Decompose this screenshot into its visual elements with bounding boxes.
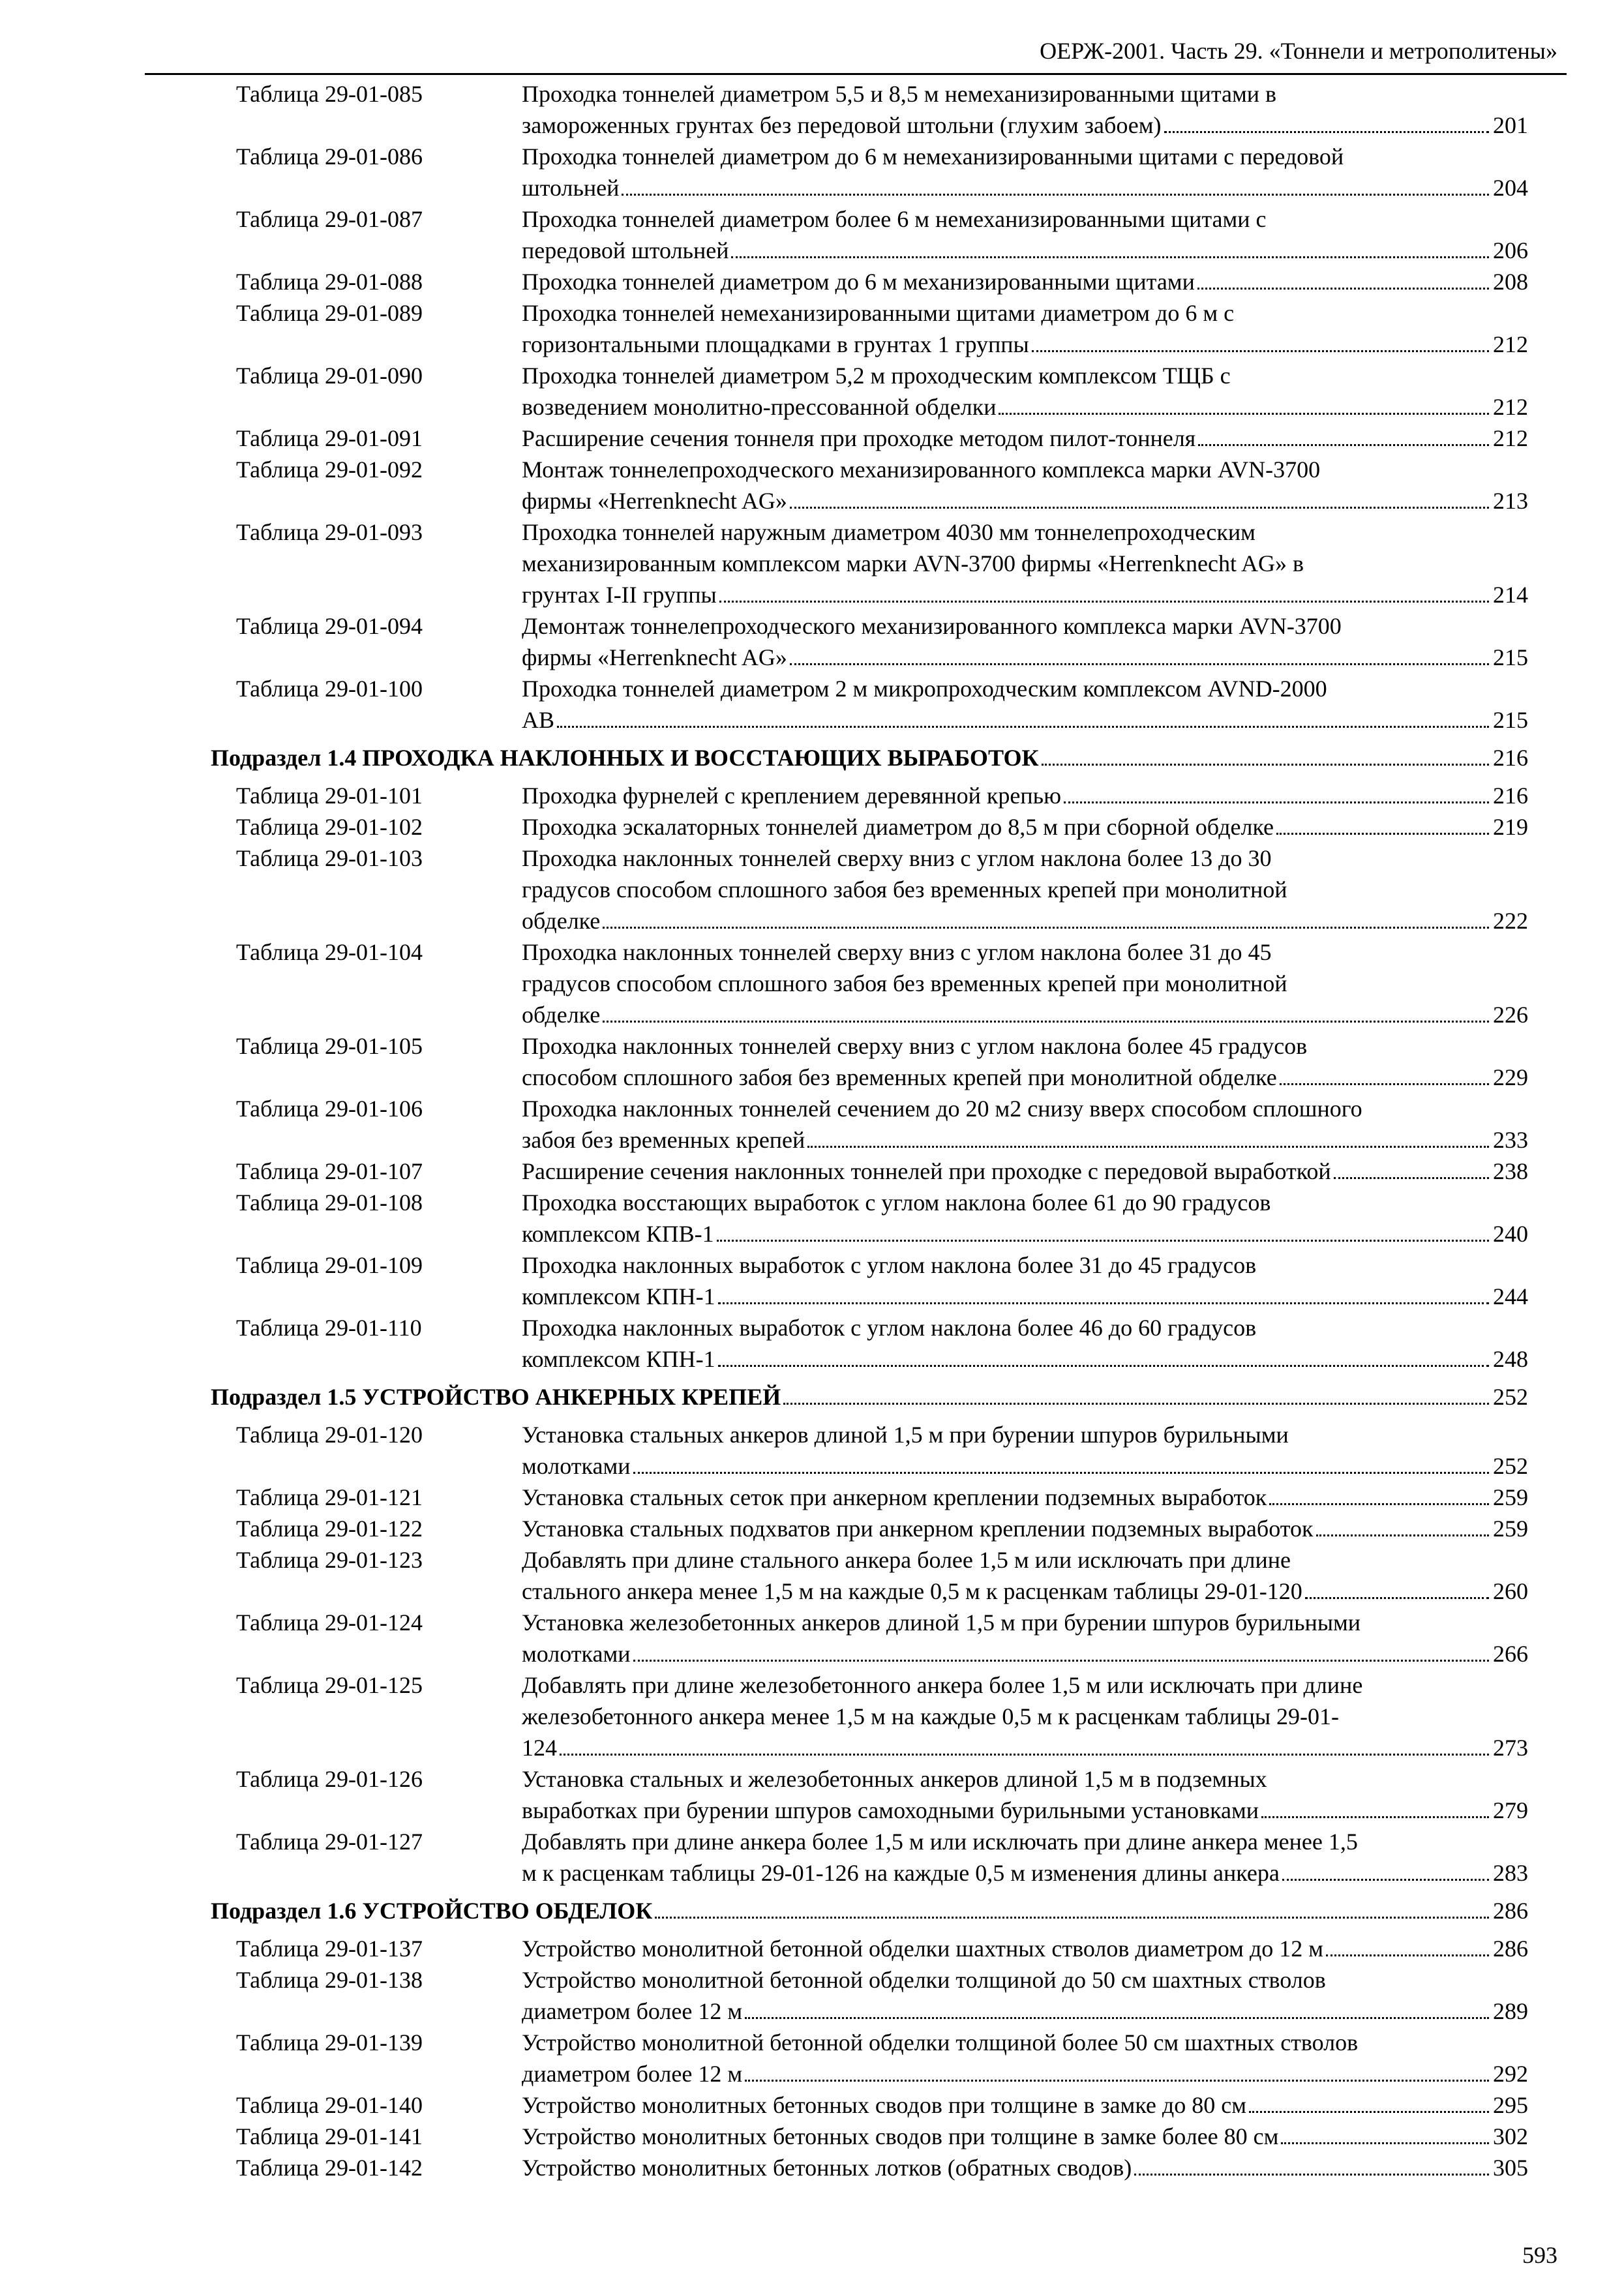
toc-entry xyxy=(0,1607,1624,1669)
toc-entry-title xyxy=(522,2152,1528,2183)
toc-entry-label: Таблица 29-01-091 xyxy=(236,425,423,451)
toc-entry-last-line xyxy=(522,1482,1528,1513)
toc-entry-line: Проходка наклонных тоннелей сверху вниз с углом наклона более 31 до 45 xyxy=(522,939,1272,965)
toc-entry-line: Подраздел 1.4 ПРОХОДКА НАКЛОННЫХ И ВОССТАЮЩИХ ВЫРАБОТОК xyxy=(211,745,1039,771)
toc-entry-last-line xyxy=(522,1124,1528,1156)
toc-entry-title xyxy=(522,1964,1528,2027)
toc-page-number: 259 xyxy=(1493,1516,1528,1542)
toc-page-number: 238 xyxy=(1493,1158,1528,1184)
toc-page-number: 216 xyxy=(1493,783,1528,809)
toc-entry-label: Таблица 29-01-089 xyxy=(236,300,423,326)
toc-entry-line: градусов способом сплошного забоя без временных крепей при монолитной xyxy=(522,970,1287,996)
toc-page-number: 260 xyxy=(1493,1578,1528,1604)
toc-entry-label: Таблица 29-01-092 xyxy=(236,456,423,483)
toc-entry-line: Устройство монолитной бетонной обделки шахтных стволов диаметром до 12 м xyxy=(522,1936,1324,1962)
toc-entry-title xyxy=(522,1312,1528,1375)
toc-entry-line: диаметром более 12 м xyxy=(522,2061,743,2087)
toc-entry-line: Установка стальных и железобетонных анкеров длиной 1,5 м в подземных xyxy=(522,1766,1267,1792)
dot-leader xyxy=(1198,436,1489,446)
toc-entry-line: Проходка тоннелей диаметром более 6 м немеханизированными щитами с xyxy=(522,206,1267,232)
toc-entry-label: Таблица 29-01-121 xyxy=(236,1484,423,1510)
toc-entry-title xyxy=(522,780,1528,811)
toc-entry xyxy=(0,2027,1624,2089)
toc-entry-line: замороженных грунтах без передовой штольни (глухим забоем) xyxy=(522,112,1162,138)
toc-page-number: 226 xyxy=(1493,1002,1528,1028)
toc-entry-last-line xyxy=(522,1156,1528,1187)
dot-leader xyxy=(783,1395,1489,1405)
toc-entry-title xyxy=(522,673,1528,736)
toc-entry-line: Проходка восстающих выработок с углом наклона более 61 до 90 градусов xyxy=(522,1189,1271,1216)
toc-entry-line: механизированным комплексом марки AVN-3700 фирмы «Herrenknecht AG» в xyxy=(522,550,1304,576)
toc-entry-title xyxy=(522,1607,1528,1669)
toc-entry-label: Таблица 29-01-137 xyxy=(236,1936,423,1962)
toc-page-number: 273 xyxy=(1493,1735,1528,1761)
toc-entry-line: возведением монолитно-прессованной обделки xyxy=(522,394,997,420)
toc-entry-title xyxy=(522,2027,1528,2089)
toc-subsection xyxy=(0,1895,1528,1926)
toc-page-number: 212 xyxy=(1493,394,1528,420)
toc-entry-line: стального анкера менее 1,5 м на каждые 0,5 м к расценкам таблицы 29-01-120 xyxy=(522,1578,1302,1604)
toc-entry-last-line xyxy=(522,2058,1528,2089)
toc-entry xyxy=(0,2152,1624,2183)
toc-entry-label: Таблица 29-01-100 xyxy=(236,676,423,702)
toc-entry-line: железобетонного анкера менее 1,5 м на каждые 0,5 м к расценкам таблицы 29-01- xyxy=(522,1703,1340,1729)
toc-entry xyxy=(0,203,1624,266)
toc-entry xyxy=(0,1030,1624,1093)
toc-entry-title xyxy=(522,454,1528,516)
toc-page-number: 279 xyxy=(1493,1797,1528,1823)
table-of-contents xyxy=(0,78,1624,2183)
toc-page-number: 233 xyxy=(1493,1127,1528,1153)
toc-entry-title xyxy=(522,1826,1528,1889)
toc-entry-line: молотками xyxy=(522,1453,631,1479)
toc-entry-last-line xyxy=(522,642,1528,673)
toc-entry xyxy=(0,454,1624,516)
toc-page-number: 229 xyxy=(1493,1064,1528,1090)
toc-entry-title xyxy=(522,423,1528,454)
toc-entry-label: Таблица 29-01-108 xyxy=(236,1189,423,1216)
toc-entry-line: фирмы «Herrenknecht AG» xyxy=(522,488,787,514)
dot-leader xyxy=(1334,1169,1489,1179)
toc-entry-line: Устройство монолитных бетонных лотков (обратных сводов) xyxy=(522,2155,1132,2181)
toc-entry-line: Подраздел 1.6 УСТРОЙСТВО ОБДЕЛОК xyxy=(211,1898,653,1924)
toc-entry-label: Таблица 29-01-087 xyxy=(236,206,423,232)
dot-leader xyxy=(633,1464,1490,1474)
toc-subsection xyxy=(0,1381,1528,1413)
toc-entry-title xyxy=(522,1030,1528,1093)
toc-entry-title xyxy=(522,1249,1528,1312)
toc-entry xyxy=(0,1482,1624,1513)
toc-entry-label: Таблица 29-01-125 xyxy=(236,1672,423,1698)
toc-entry xyxy=(0,2089,1624,2121)
dot-leader xyxy=(745,2072,1489,2082)
toc-page-number: 215 xyxy=(1493,644,1528,670)
dot-leader xyxy=(1316,1527,1490,1536)
toc-entry-line: комплексом КПВ-1 xyxy=(522,1221,714,1247)
toc-entry-title xyxy=(522,297,1528,360)
dot-leader xyxy=(717,1232,1489,1242)
toc-entry xyxy=(0,266,1624,297)
toc-entry-line: Устройство монолитной бетонной обделки толщиной до 50 см шахтных стволов xyxy=(522,1967,1326,1993)
toc-entry-title xyxy=(522,1156,1528,1187)
toc-entry-line: Устройство монолитных бетонных сводов при толщине в замке до 80 см xyxy=(522,2092,1246,2118)
toc-entry-line: Добавлять при длине анкера более 1,5 м или исключать при длине анкера менее 1,5 xyxy=(522,1829,1358,1855)
toc-page-number: 208 xyxy=(1493,269,1528,295)
toc-entry-line: Проходка фурнелей с креплением деревянной крепью xyxy=(522,783,1061,809)
toc-entry-label: Таблица 29-01-094 xyxy=(236,613,423,639)
toc-page-number: 219 xyxy=(1493,814,1528,840)
toc-entry-line: Проходка наклонных тоннелей сверху вниз с углом наклона более 45 градусов xyxy=(522,1033,1308,1059)
toc-entry xyxy=(0,780,1624,811)
toc-entry-title xyxy=(522,1544,1528,1607)
toc-entry-line: 124 xyxy=(522,1735,557,1761)
toc-entry-label: Таблица 29-01-103 xyxy=(236,845,423,871)
toc-entry-title xyxy=(522,1187,1528,1249)
toc-entry-last-line xyxy=(522,1576,1528,1607)
toc-page-number: 266 xyxy=(1493,1641,1528,1667)
toc-entry-last-line xyxy=(211,1381,1528,1413)
toc-page-number: 212 xyxy=(1493,425,1528,451)
dot-leader xyxy=(1281,2134,1489,2144)
toc-page-number: 212 xyxy=(1493,331,1528,357)
toc-entry-title xyxy=(211,1895,1528,1926)
toc-entry-title xyxy=(522,610,1528,673)
toc-entry-label: Таблица 29-01-124 xyxy=(236,1609,423,1636)
toc-entry-last-line xyxy=(211,742,1528,773)
toc-entry-line: молотками xyxy=(522,1641,631,1667)
toc-entry-line: Проходка эскалаторных тоннелей диаметром до 8,5 м при сборной обделке xyxy=(522,814,1274,840)
toc-entry xyxy=(0,1312,1624,1375)
toc-entry-title xyxy=(522,843,1528,936)
toc-entry-last-line xyxy=(522,423,1528,454)
toc-page-number: 206 xyxy=(1493,237,1528,263)
toc-entry-title xyxy=(522,360,1528,423)
toc-entry-label: Таблица 29-01-106 xyxy=(236,1096,423,1122)
toc-entry-label: Таблица 29-01-101 xyxy=(236,783,423,809)
toc-entry-label: Таблица 29-01-142 xyxy=(236,2155,423,2181)
toc-entry xyxy=(0,297,1624,360)
toc-entry-title xyxy=(211,1381,1528,1413)
toc-page-number: 286 xyxy=(1493,1898,1528,1924)
toc-entry-title xyxy=(522,2089,1528,2121)
toc-page-number: 286 xyxy=(1493,1936,1528,1962)
toc-entry-line: штольней xyxy=(522,175,620,201)
toc-page-number: 283 xyxy=(1493,1860,1528,1886)
toc-entry-line: Проходка тоннелей наружным диаметром 4030 мм тоннелепроходческим xyxy=(522,519,1256,545)
toc-entry-last-line xyxy=(522,780,1528,811)
toc-entry xyxy=(0,360,1624,423)
toc-entry xyxy=(0,843,1624,936)
toc-entry-last-line xyxy=(522,2152,1528,2183)
toc-entry-line: способом сплошного забоя без временных крепей при монолитной обделке xyxy=(522,1064,1277,1090)
dot-leader xyxy=(1261,1808,1489,1818)
dot-leader xyxy=(603,1013,1489,1023)
toc-page-number: 289 xyxy=(1493,1998,1528,2024)
dot-leader xyxy=(1305,1589,1489,1599)
dot-leader xyxy=(745,2009,1489,2019)
dot-leader xyxy=(557,718,1489,728)
toc-page-number: 292 xyxy=(1493,2061,1528,2087)
dot-leader xyxy=(1269,1495,1489,1505)
toc-entry-line: Проходка тоннелей диаметром до 6 м механизированными щитами xyxy=(522,269,1195,295)
toc-entry xyxy=(0,78,1624,141)
toc-subsection xyxy=(0,742,1528,773)
toc-entry xyxy=(0,610,1624,673)
toc-entry-label: Таблица 29-01-120 xyxy=(236,1422,423,1448)
toc-entry-line: Монтаж тоннелепроходческого механизированного комплекса марки AVN-3700 xyxy=(522,456,1321,483)
toc-entry xyxy=(0,1249,1624,1312)
toc-entry-last-line xyxy=(522,999,1528,1030)
toc-entry-line: Демонтаж тоннелепроходческого механизированного комплекса марки AVN-3700 xyxy=(522,613,1342,639)
dot-leader xyxy=(633,1652,1490,1662)
toc-page-number: 252 xyxy=(1493,1384,1528,1410)
toc-entry-last-line xyxy=(522,329,1528,360)
toc-entry-label: Таблица 29-01-140 xyxy=(236,2092,423,2118)
dot-leader xyxy=(1197,280,1489,290)
dot-leader xyxy=(1276,825,1489,835)
toc-entry-line: комплексом КПН-1 xyxy=(522,1346,715,1372)
toc-entry-last-line xyxy=(522,110,1528,141)
toc-entry-title xyxy=(522,516,1528,610)
toc-entry-last-line xyxy=(522,391,1528,423)
toc-entry-title xyxy=(522,78,1528,141)
toc-entry-line: Добавлять при длине стального анкера более 1,5 м или исключать при длине xyxy=(522,1547,1291,1573)
toc-entry-title xyxy=(522,1763,1528,1826)
toc-entry xyxy=(0,1763,1624,1826)
toc-entry-line: Устройство монолитных бетонных сводов при толщине в замке более 80 см xyxy=(522,2123,1279,2149)
header-rule xyxy=(145,73,1567,75)
toc-entry-line: горизонтальными площадками в грунтах 1 группы xyxy=(522,331,1029,357)
toc-entry-last-line xyxy=(522,1062,1528,1093)
toc-entry-line: Проходка наклонных выработок с углом наклона более 31 до 45 градусов xyxy=(522,1252,1257,1278)
toc-entry-last-line xyxy=(522,1795,1528,1826)
dot-leader xyxy=(655,1909,1489,1919)
toc-page-number: 201 xyxy=(1493,112,1528,138)
toc-entry-last-line xyxy=(522,905,1528,936)
toc-entry-label: Таблица 29-01-123 xyxy=(236,1547,423,1573)
toc-entry-title xyxy=(522,811,1528,843)
toc-entry-title xyxy=(522,2121,1528,2152)
toc-page-number: 213 xyxy=(1493,488,1528,514)
toc-entry xyxy=(0,1156,1624,1187)
toc-page-number: 305 xyxy=(1493,2155,1528,2181)
toc-entry xyxy=(0,1544,1624,1607)
toc-entry-line: градусов способом сплошного забоя без временных крепей при монолитной xyxy=(522,876,1287,903)
toc-entry xyxy=(0,516,1624,610)
dot-leader xyxy=(1042,756,1489,766)
toc-entry xyxy=(0,1826,1624,1889)
toc-entry-line: забоя без временных крепей xyxy=(522,1127,805,1153)
toc-entry-line: выработках при бурении шпуров самоходными бурильными установками xyxy=(522,1797,1259,1823)
toc-entry-line: диаметром более 12 м xyxy=(522,1998,743,2024)
toc-entry-line: Установка стальных сеток при анкерном креплении подземных выработок xyxy=(522,1484,1267,1510)
toc-entry xyxy=(0,1933,1624,1964)
dot-leader xyxy=(718,1357,1489,1367)
toc-entry-line: Устройство монолитной бетонной обделки толщиной более 50 см шахтных стволов xyxy=(522,2029,1359,2056)
toc-entry-last-line xyxy=(522,1638,1528,1669)
toc-entry-line: Проходка тоннелей диаметром до 6 м немеханизированными щитами с передовой xyxy=(522,143,1344,170)
toc-entry-line: передовой штольней xyxy=(522,237,729,263)
dot-leader xyxy=(1164,123,1489,133)
toc-entry-line: комплексом КПН-1 xyxy=(522,1283,715,1309)
toc-page-number: 259 xyxy=(1493,1484,1528,1510)
toc-entry-title xyxy=(211,742,1528,773)
toc-entry xyxy=(0,936,1624,1030)
toc-entry xyxy=(0,141,1624,203)
toc-entry-label: Таблица 29-01-139 xyxy=(236,2029,423,2056)
dot-leader xyxy=(790,655,1489,665)
dot-leader xyxy=(1032,342,1489,352)
toc-entry-label: Таблица 29-01-105 xyxy=(236,1033,423,1059)
toc-entry-last-line xyxy=(522,2121,1528,2152)
toc-page-number: 214 xyxy=(1493,582,1528,608)
toc-entry-line: Проходка наклонных тоннелей сечением до 20 м2 снизу вверх способом сплошного xyxy=(522,1096,1362,1122)
dot-leader xyxy=(718,1294,1489,1304)
toc-page-number: 295 xyxy=(1493,2092,1528,2118)
toc-page-number: 222 xyxy=(1493,908,1528,934)
toc-entry-title xyxy=(522,1093,1528,1156)
dot-leader xyxy=(560,1746,1489,1756)
toc-entry-title xyxy=(522,1513,1528,1544)
toc-entry xyxy=(0,1669,1624,1763)
dot-leader xyxy=(1134,2166,1489,2176)
toc-entry-line: Проходка тоннелей диаметром 5,2 м проходческим комплексом ТЩБ с xyxy=(522,363,1231,389)
dot-leader xyxy=(1326,1947,1489,1956)
toc-entry xyxy=(0,1093,1624,1156)
running-header: ОЕРЖ-2001. Часть 29. «Тоннели и метрополитены» xyxy=(1040,38,1557,64)
toc-page-number: 216 xyxy=(1493,745,1528,771)
dot-leader xyxy=(719,593,1489,603)
toc-entry-label: Таблица 29-01-127 xyxy=(236,1829,423,1855)
toc-entry-line: Добавлять при длине железобетонного анкера более 1,5 м или исключать при длине xyxy=(522,1672,1363,1698)
toc-entry-last-line xyxy=(522,2089,1528,2121)
toc-entry-line: Расширение сечения тоннеля при проходке методом пилот-тоннеля xyxy=(522,425,1196,451)
toc-entry-line: обделке xyxy=(522,1002,601,1028)
dot-leader xyxy=(1280,1075,1489,1085)
toc-entry xyxy=(0,673,1624,736)
toc-entry-label: Таблица 29-01-104 xyxy=(236,939,423,965)
toc-entry-line: грунтах I-II группы xyxy=(522,582,717,608)
toc-page-number: 252 xyxy=(1493,1453,1528,1479)
toc-entry-last-line xyxy=(522,1281,1528,1312)
toc-entry-last-line xyxy=(522,1218,1528,1249)
toc-entry-line: обделке xyxy=(522,908,601,934)
toc-entry-title xyxy=(522,936,1528,1030)
toc-entry-line: Проходка наклонных выработок с углом наклона более 46 до 60 градусов xyxy=(522,1315,1257,1341)
toc-entry-last-line xyxy=(522,1450,1528,1482)
dot-leader xyxy=(999,405,1489,415)
toc-entry-line: Проходка тоннелей диаметром 5,5 и 8,5 м немеханизированными щитами в xyxy=(522,81,1277,107)
dot-leader xyxy=(1249,2103,1489,2113)
toc-entry-label: Таблица 29-01-141 xyxy=(236,2123,423,2149)
toc-entry xyxy=(0,423,1624,454)
toc-entry-label: Таблица 29-01-102 xyxy=(236,814,423,840)
dot-leader xyxy=(622,186,1489,196)
toc-entry-label: Таблица 29-01-109 xyxy=(236,1252,423,1278)
toc-entry-last-line xyxy=(522,1513,1528,1544)
toc-entry-title xyxy=(522,1419,1528,1482)
toc-entry-label: Таблица 29-01-107 xyxy=(236,1158,423,1184)
toc-entry-last-line xyxy=(522,1996,1528,2027)
toc-entry-last-line xyxy=(522,235,1528,266)
toc-entry-line: Проходка тоннелей немеханизированными щитами диаметром до 6 м с xyxy=(522,300,1235,326)
toc-entry-title xyxy=(522,266,1528,297)
toc-entry-line: Установка стальных подхватов при анкерном креплении подземных выработок xyxy=(522,1516,1314,1542)
toc-entry-last-line xyxy=(522,266,1528,297)
toc-entry-line: Установка стальных анкеров длиной 1,5 м при бурении шпуров бурильными xyxy=(522,1422,1289,1448)
toc-page-number: 248 xyxy=(1493,1346,1528,1372)
dot-leader xyxy=(807,1138,1489,1148)
toc-entry-title xyxy=(522,1482,1528,1513)
toc-entry-last-line xyxy=(522,172,1528,203)
dot-leader xyxy=(1282,1871,1489,1881)
toc-entry-title xyxy=(522,203,1528,266)
toc-entry-last-line xyxy=(522,1732,1528,1763)
toc-entry-label: Таблица 29-01-085 xyxy=(236,81,423,107)
toc-entry-label: Таблица 29-01-122 xyxy=(236,1516,423,1542)
dot-leader xyxy=(790,499,1489,509)
toc-entry-label: Таблица 29-01-090 xyxy=(236,363,423,389)
toc-entry-label: Таблица 29-01-088 xyxy=(236,269,423,295)
toc-entry-line: фирмы «Herrenknecht AG» xyxy=(522,644,787,670)
toc-entry xyxy=(0,1513,1624,1544)
toc-entry-line: Проходка наклонных тоннелей сверху вниз с углом наклона более 13 до 30 xyxy=(522,845,1272,871)
toc-entry-line: Установка железобетонных анкеров длиной 1,5 м при бурении шпуров бурильными xyxy=(522,1609,1361,1636)
toc-entry-line: м к расценкам таблицы 29-01-126 на каждые 0,5 м изменения длины анкера xyxy=(522,1860,1280,1886)
dot-leader xyxy=(731,248,1489,258)
toc-page-number: 240 xyxy=(1493,1221,1528,1247)
toc-entry-last-line xyxy=(522,811,1528,843)
toc-entry-last-line xyxy=(522,579,1528,610)
toc-entry xyxy=(0,2121,1624,2152)
toc-entry-title xyxy=(522,141,1528,203)
toc-entry xyxy=(0,1419,1624,1482)
toc-entry-label: Таблица 29-01-086 xyxy=(236,143,423,170)
toc-entry-last-line xyxy=(522,1857,1528,1889)
toc-entry xyxy=(0,1187,1624,1249)
dot-leader xyxy=(1064,794,1489,803)
toc-entry-label: Таблица 29-01-093 xyxy=(236,519,423,545)
toc-entry-last-line xyxy=(522,704,1528,736)
toc-entry-last-line xyxy=(522,1343,1528,1375)
toc-entry-label: Таблица 29-01-110 xyxy=(236,1315,422,1341)
dot-leader xyxy=(603,919,1489,929)
toc-entry-title xyxy=(522,1933,1528,1964)
toc-entry-line: AB xyxy=(522,707,555,733)
toc-page-number: 244 xyxy=(1493,1283,1528,1309)
toc-entry-last-line xyxy=(211,1895,1528,1926)
toc-entry-last-line xyxy=(522,485,1528,516)
toc-entry-label: Таблица 29-01-126 xyxy=(236,1766,423,1792)
toc-entry xyxy=(0,811,1624,843)
toc-page-number: 204 xyxy=(1493,175,1528,201)
toc-entry-line: Подраздел 1.5 УСТРОЙСТВО АНКЕРНЫХ КРЕПЕЙ xyxy=(211,1384,781,1410)
page-number: 593 xyxy=(1522,2242,1557,2268)
toc-entry-line: Расширение сечения наклонных тоннелей при проходке с передовой выработкой xyxy=(522,1158,1331,1184)
toc-page-number: 302 xyxy=(1493,2123,1528,2149)
toc-entry-last-line xyxy=(522,1933,1528,1964)
toc-entry xyxy=(0,1964,1624,2027)
toc-entry-line: Проходка тоннелей диаметром 2 м микропроходческим комплексом AVND-2000 xyxy=(522,676,1327,702)
toc-page-number: 215 xyxy=(1493,707,1528,733)
toc-entry-title xyxy=(522,1669,1528,1763)
toc-entry-label: Таблица 29-01-138 xyxy=(236,1967,423,1993)
